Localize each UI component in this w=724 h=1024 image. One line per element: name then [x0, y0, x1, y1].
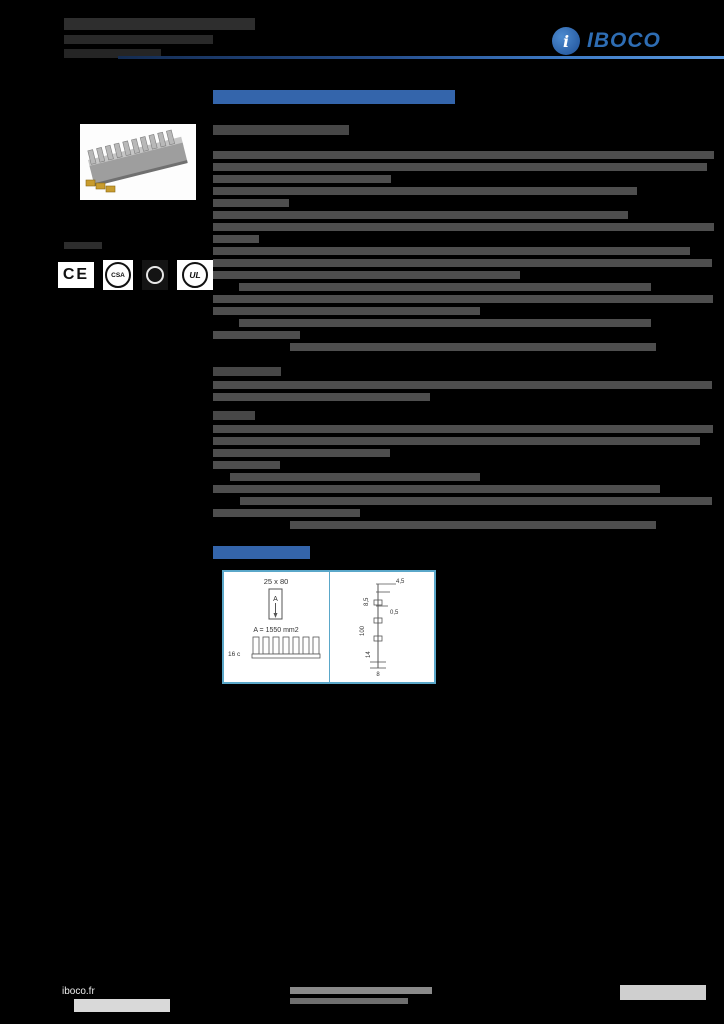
- redacted-text-line: [64, 242, 102, 249]
- redacted-text-line: [213, 381, 712, 389]
- redacted-text-line: [213, 235, 259, 243]
- section-area-drawing: [224, 572, 328, 680]
- footer-website-link[interactable]: iboco.fr: [62, 986, 95, 997]
- section-area-label: A = 1550 mm2: [253, 627, 299, 634]
- wiring-duct-illustration: [80, 124, 196, 200]
- redacted-text-line: [213, 163, 707, 171]
- section-letter-label: A: [273, 596, 278, 603]
- csa-mark: [103, 260, 133, 290]
- profile-dimension-drawing: [330, 572, 434, 680]
- redacted-text-line: [239, 319, 651, 327]
- redacted-text-line: [213, 509, 360, 517]
- footer-center-text-redacted: [290, 987, 432, 1004]
- redacted-text-line: [213, 295, 713, 303]
- redacted-text-line: [213, 546, 310, 559]
- redacted-text-line: [239, 283, 651, 291]
- drawing-panel-profile: [330, 572, 435, 682]
- dim-top-label: 4,5: [395, 579, 404, 585]
- redacted-text-line: [213, 125, 349, 135]
- redacted-text-line: [290, 998, 408, 1004]
- redacted-text-line: [213, 151, 714, 159]
- redacted-text-line: [213, 199, 289, 207]
- redacted-text-line: [64, 35, 213, 44]
- redacted-text-line: [213, 331, 300, 339]
- drawing-panel-section: [224, 572, 330, 682]
- redacted-text-line: [213, 223, 714, 231]
- redacted-text-line: [213, 307, 480, 315]
- redacted-text-line: [213, 449, 390, 457]
- size-dimension-label: 25 x 80: [263, 577, 289, 586]
- redacted-text-line: [213, 90, 455, 104]
- dim-upper-left-label: 8,5: [363, 597, 370, 606]
- brand-wordmark: IBOCO: [587, 29, 661, 52]
- brand-logo-icon: i: [552, 27, 580, 55]
- dim-lower-left-label: 14: [365, 651, 372, 658]
- redacted-text-line: [213, 271, 520, 279]
- redacted-text-line: [213, 485, 660, 493]
- redacted-text-line: [230, 473, 480, 481]
- redacted-text-line: [290, 987, 432, 994]
- redacted-text-line: [620, 985, 706, 1000]
- header-divider: [118, 56, 724, 59]
- approvals-label-redacted: [64, 242, 102, 249]
- spec-table-redacted: [213, 88, 715, 559]
- dim-mid-left-label: 100: [359, 625, 366, 636]
- dimension-drawing: [222, 570, 436, 684]
- redacted-text-line: [213, 175, 391, 183]
- redacted-text-line: [213, 393, 430, 401]
- redacted-text-line: [213, 437, 700, 445]
- redacted-text-line: [240, 497, 712, 505]
- slot-count-label: 16 c: [228, 651, 241, 658]
- document-title-redacted: [64, 18, 255, 58]
- ul-mark-label: UL: [182, 262, 208, 288]
- ce-mark-label: CE: [62, 266, 90, 283]
- redacted-text-line: [290, 343, 656, 351]
- redacted-text-line: [213, 259, 712, 267]
- brand-logo: [552, 27, 661, 55]
- redacted-text-line: [290, 521, 656, 529]
- redacted-text-line: [213, 461, 280, 469]
- csa-mark-label: CSA: [105, 262, 131, 288]
- footer-right-block-redacted: [620, 985, 706, 1000]
- ul-mark: [177, 260, 213, 290]
- certification-emblem-icon: [142, 260, 168, 290]
- certification-marks: [58, 260, 213, 290]
- redacted-text-line: [74, 999, 170, 1012]
- ce-mark: [58, 262, 94, 288]
- redacted-text-line: [213, 411, 255, 420]
- redacted-text-line: [64, 18, 255, 30]
- redacted-text-line: [213, 247, 690, 255]
- redacted-text-line: [213, 367, 281, 376]
- product-photo: [80, 124, 196, 200]
- dim-right-label: 0,5: [389, 610, 398, 616]
- redacted-text-line: [213, 187, 637, 195]
- dim-bottom-label: 8: [375, 672, 380, 678]
- footer-left-block-redacted: [74, 999, 170, 1012]
- redacted-text-line: [213, 211, 628, 219]
- redacted-text-line: [213, 425, 713, 433]
